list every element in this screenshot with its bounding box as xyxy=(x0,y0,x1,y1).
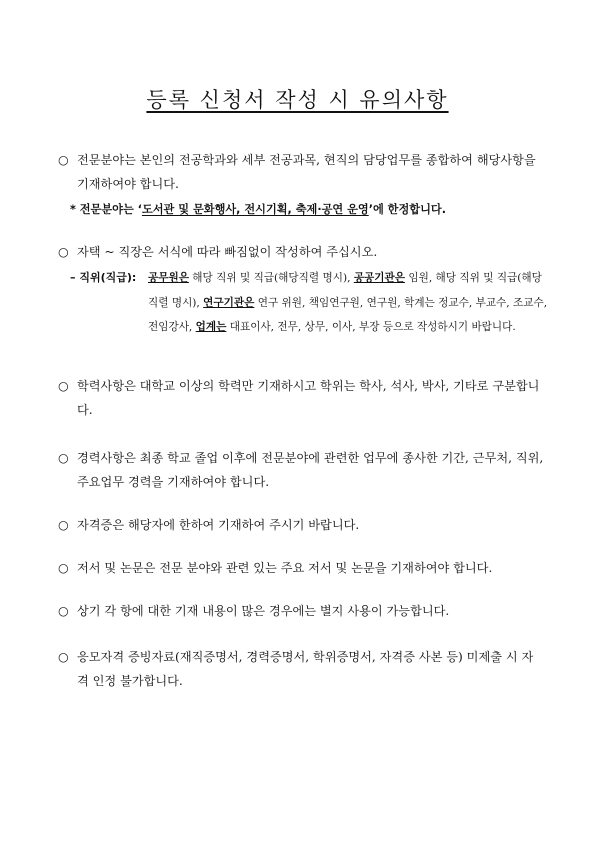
circle-bullet-icon: ○ xyxy=(58,245,69,259)
list-item xyxy=(58,645,544,693)
guide-desc: 대표이사, 전무, 상무, 이사, 부장 등으로 작성하시기 바랍니다. xyxy=(226,321,516,333)
circle-bullet-icon: ○ xyxy=(58,561,69,575)
note-prefix: * 전문분야는 ‘ xyxy=(70,203,142,216)
guide-desc: 임원, 해당 직위 및 직급(해당직렬 명시), xyxy=(148,272,542,309)
specialty-note xyxy=(70,198,446,222)
position-guide-heading: – 직위(직급): xyxy=(70,271,137,284)
circle-bullet-icon: ○ xyxy=(58,153,69,167)
guide-term: 공무원은 xyxy=(148,272,189,284)
item-text: 응모자격 증빙자료(재직증명서, 경력증명서, 학위증명서, 자격증 사본 등) 미제출 시 자격 인정 불가합니다. xyxy=(77,650,534,688)
item-text: 저서 및 논문은 전문 분야와 관련 있는 주요 저서 및 논문을 기재하여야 합니다. xyxy=(77,561,493,575)
item-text: 전문분야는 본인의 전공학과와 세부 전공과목, 현직의 담당업무를 종합하여 해당사항을 기재하여야 합니다. xyxy=(77,153,536,191)
position-guide-body xyxy=(148,266,548,340)
guide-term: 연구기관은 xyxy=(203,296,255,309)
list-item xyxy=(58,446,544,494)
list-item xyxy=(58,148,544,196)
list-item xyxy=(58,556,544,580)
circle-bullet-icon: ○ xyxy=(58,604,69,618)
circle-bullet-icon: ○ xyxy=(58,518,69,532)
item-text: 자격증은 해당자에 한하여 기재하여 주시기 바랍니다. xyxy=(77,518,360,532)
guide-desc: 해당 직위 및 직급(해당직렬 명시), xyxy=(188,272,354,284)
item-text: 학력사항은 대학교 이상의 학력만 기재하시고 학위는 학사, 석사, 박사, 기타로 구분합니다. xyxy=(77,379,540,417)
guide-term: 업계는 xyxy=(195,321,227,333)
list-item xyxy=(58,599,544,623)
item-text: 경력사항은 최종 학교 졸업 이후에 전문분야에 관련한 업무에 종사한 기간, 근무처, 직위, 주요업무 경력을 기재하여야 합니다. xyxy=(77,451,544,489)
page-title: 등록 신청서 작성 시 유의사항 xyxy=(146,88,449,112)
item-text: 자택 ~ 직장은 서식에 따라 빠짐없이 작성하여 주십시오. xyxy=(77,245,378,259)
list-item xyxy=(58,513,544,537)
circle-bullet-icon: ○ xyxy=(58,379,69,393)
item-text: 상기 각 항에 대한 기재 내용이 많은 경우에는 별지 사용이 가능합니다. xyxy=(77,604,450,618)
guide-desc: 연구 위원, 책임연구원, 연구원, 학계는 정교수, 부교수, 조교수, 전임강사, xyxy=(148,296,548,333)
circle-bullet-icon: ○ xyxy=(58,650,69,664)
note-underlined: 도서관 및 문화행사, 전시기획, 축제·공연 운영 xyxy=(141,203,369,216)
guide-term: 공공기관은 xyxy=(353,272,405,284)
note-suffix: ’에 한정합니다. xyxy=(368,203,446,216)
circle-bullet-icon: ○ xyxy=(58,451,69,465)
list-item xyxy=(58,374,544,422)
list-item xyxy=(58,240,544,264)
